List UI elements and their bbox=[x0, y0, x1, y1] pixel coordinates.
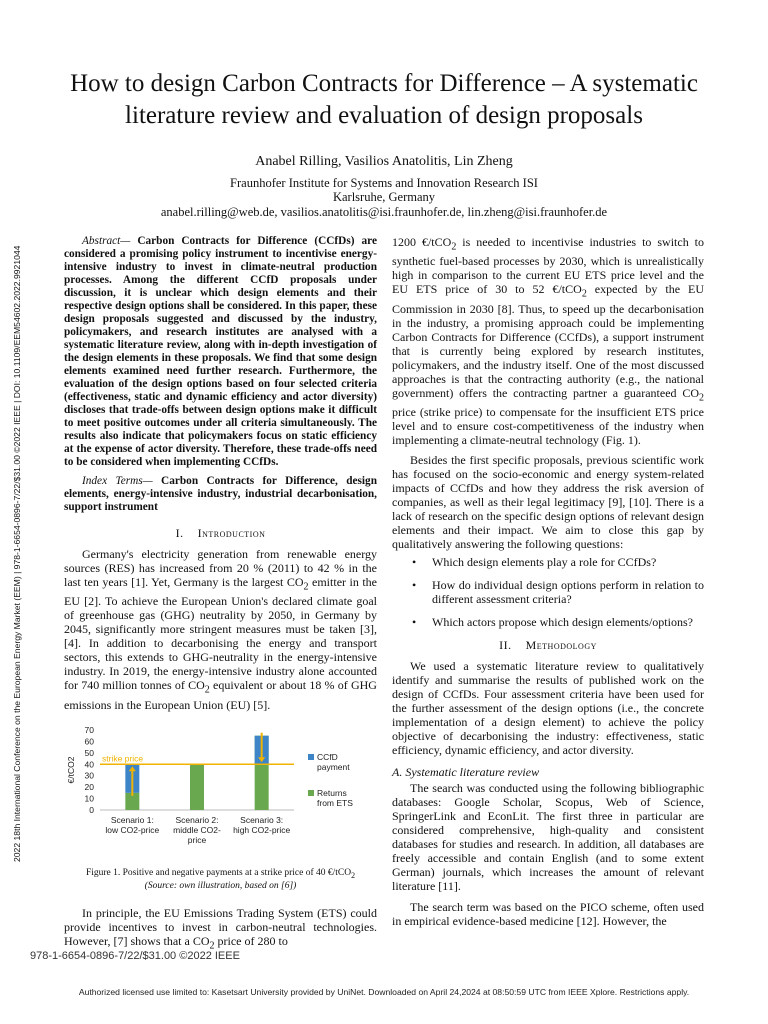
list-item: • Which design elements play a role for CCfDs? bbox=[432, 555, 704, 569]
text-run: price (strike price) to compensate for the insufficient ETS price level and to ensure cost-competitiveness of the industry when implementing a climate-neutral technology (Fig. 1). bbox=[392, 405, 704, 448]
caption-source: (Source: own illustration, based on [6]) bbox=[144, 880, 297, 891]
legend-label-ccfd: payment bbox=[317, 761, 350, 772]
category-label: Scenario 3: bbox=[240, 814, 284, 825]
isbn-line: 978-1-6654-0896-7/22/$31.00 ©2022 IEEE bbox=[30, 950, 240, 962]
intro-paragraph-2 bbox=[64, 906, 377, 953]
category-label: Scenario 2: bbox=[175, 814, 219, 825]
legend-label-returns: from ETS bbox=[317, 797, 353, 808]
y-tick-label: 10 bbox=[84, 793, 94, 804]
text-run: is needed to incentivise industries to switch to synthetic fuel-based processes by 2030, which is unrealistically high in comparison to the current EU ETS price level and the EU ETS price of 30 to 52 €/tCO bbox=[392, 235, 704, 297]
subscript: 2 bbox=[204, 684, 210, 696]
abstract-label: Abstract— bbox=[82, 235, 131, 247]
text-run: Germany's electricity generation from renewable energy sources (RES) has increased from 20 % (2011) to 42 % in the last ten years [1]. Yet, Germany is the largest CO bbox=[64, 547, 377, 589]
y-tick-label: 0 bbox=[89, 804, 94, 815]
y-tick-label: 50 bbox=[84, 747, 94, 758]
intro-paragraph-1 bbox=[64, 547, 377, 712]
doi-sidebar-text: 2022 18th International Conference on the European Energy Market (EEM) | 978-1-6654-0896-7/22/$31.00 ©2022 IEEE | DOI: 10.1109/EEM54602.2022.9921044 bbox=[12, 245, 22, 862]
y-tick-label: 30 bbox=[84, 770, 94, 781]
text-run: price of 280 to bbox=[214, 933, 288, 948]
list-item: • Which actors propose which design elements/options? bbox=[432, 615, 704, 629]
legend-label-ccfd: CCfD bbox=[317, 751, 338, 762]
text-run: emitter in the EU [2]. To achieve the European Union's declared climate goal of greenhouse gas (GHG) neutrality by 2050, in Germany by 2045, significantly more stringent measures must be taken [3], [4]. In addition to decarbonising the energy and transport sectors, this extends to GHG-neutrality in the energy-intensive industry. In 2019, the energy-intensive industry alone accounted for 740 million tonnes of CO bbox=[64, 575, 377, 693]
doi-sidebar bbox=[12, 172, 24, 862]
section-heading-introduction bbox=[64, 526, 377, 540]
subscript: 2 bbox=[699, 392, 704, 404]
subscript: 2 bbox=[351, 870, 356, 880]
section-number: II. bbox=[499, 638, 512, 653]
subscript: 2 bbox=[303, 581, 309, 593]
text-run: 1200 €/tCO bbox=[392, 235, 452, 249]
legend-swatch-ccfd bbox=[308, 754, 314, 760]
subscript: 2 bbox=[209, 940, 215, 952]
section-number: I. bbox=[175, 526, 184, 540]
paper-title: How to design Carbon Contracts for Difference – A systematic literature review and evaluation of design proposals bbox=[70, 70, 698, 129]
method-paragraph-2: The search was conducted using the following bibliographic databases: Google Scholar, Scopus, Web of Science, SpringerLink and EconLit. The first three in particular are considered comprehensive, high-quality and consistent databases for studies and research. In addition, all databases are freely accessible and contain English (and to some extent German) journals, which increases the amount of relevant literature [11]. bbox=[392, 781, 704, 894]
index-terms bbox=[64, 475, 377, 514]
author-emails: anabel.rilling@web.de, vasilios.anatolitis@isi.fraunhofer.de, lin.zheng@isi.fraunhofer.de bbox=[160, 205, 608, 219]
text-run: equivalent or about 18 % of GHG emissions in the European Union (EU) [5]. bbox=[64, 678, 377, 712]
y-tick-label: 20 bbox=[84, 781, 94, 792]
bar-chart bbox=[64, 724, 377, 864]
method-paragraph-1: We used a systematic literature review to qualitatively identify and summarise the results of published work on the design of CCfDs. Four assessment criteria have been used for the further assessment of the design options (i.e., the concrete implementation of a design element) to achieve the policy objective of decarbonising the industry: effectiveness, static efficiency, dynamic efficiency, and actor diversity. bbox=[392, 659, 704, 758]
author-list: Anabel Rilling, Vasilios Anatolitis, Lin Zheng bbox=[255, 154, 513, 169]
index-terms-text: Carbon Contracts for Difference, design elements, energy-intensive industry, industrial decarbonisation, support instrument bbox=[64, 475, 377, 513]
subscript: 2 bbox=[581, 288, 587, 300]
subsection-heading: A. Systematic literature review bbox=[392, 765, 540, 780]
section-title: Methodology bbox=[525, 638, 597, 653]
caption-text: Figure 1. Positive and negative payments at a strike price of 40 €/tCO bbox=[85, 867, 352, 878]
category-label: price bbox=[187, 834, 207, 845]
category-label: low CO2-price bbox=[105, 824, 160, 835]
y-axis-label: €/tCO2 bbox=[66, 756, 76, 784]
figure-1-chart bbox=[64, 724, 377, 864]
left-column bbox=[64, 235, 377, 953]
right-column bbox=[392, 235, 704, 928]
strike-price-label: strike price bbox=[102, 753, 144, 764]
subscript: 2 bbox=[451, 241, 457, 253]
legend-swatch-returns bbox=[308, 790, 314, 796]
y-tick-label: 70 bbox=[84, 724, 94, 735]
text-run: expected by the EU Commission in 2030 [8]. Thus, to speed up the decarbonisation in the industry, a promising approach could be implementing Carbon Contracts for Difference (CCfDs), a support instrument that is currently being explored by research institutes, policymakers, and the industry itself. One of the most discussed approaches is that the contracting authority (e.g., the national government) offers the contracting partner a guaranteed CO bbox=[392, 282, 705, 400]
research-questions bbox=[392, 555, 704, 629]
intro-paragraph-4: Besides the first specific proposals, previous scientific work has focused on the socio-economic and energy system-related impacts of CCfDs and how they address the risk aversion of companies, as well as their legal legitimacy [9], [10]. There is a lack of research on the specific design options of relevant design elements and their impact. We aim to close this gap by qualitatively answering the following questions: bbox=[392, 453, 704, 552]
section-heading-methodology bbox=[392, 638, 704, 652]
text-run: In principle, the EU Emissions Trading System (ETS) could provide incentives to invest in carbon-neutral technologies. However, [7] shows that a CO bbox=[64, 905, 377, 948]
affiliation: Fraunhofer Institute for Systems and Innovation Research ISI bbox=[230, 176, 538, 190]
legend-label-returns: Returns bbox=[317, 787, 347, 798]
intro-paragraph-3 bbox=[392, 235, 704, 447]
location: Karlsruhe, Germany bbox=[332, 190, 436, 204]
y-tick-label: 60 bbox=[84, 736, 94, 747]
method-paragraph-3: The search term was based on the PICO scheme, often used in empirical evidence-based medicine [12]. However, the bbox=[392, 900, 704, 929]
abstract bbox=[64, 235, 377, 469]
index-terms-label: Index Terms— bbox=[82, 475, 153, 487]
abstract-text: Carbon Contracts for Difference (CCfDs) are considered a promising policy instrument to incentivise energy-intensive industry to invest in climate-neutral production processes. Among the different CCfD proposals under discussion, it is unclear which design elements and their respective design options shall be considered. In this paper, these design proposals suggested and discussed by the industry, policymakers, and research institutes are analysed with a systematic literature review, along with in-depth investigation of the design elements in these proposals. We find that some design elements examined need further research. Furthermore, the evaluation of the design options based on four selected criteria (effectiveness, static and dynamic efficiency and actor diversity) discloses that trade-offs between design options make it difficult to meet positive outcomes under all criteria simultaneously. The results also indicate that policymakers focus on static efficiency at the expense of actor diversity. Therefore, these trade-offs need to be considered when implementing CCfDs. bbox=[64, 235, 377, 468]
list-item: • How do individual design options perform in relation to different assessment criteria? bbox=[432, 578, 704, 606]
category-label: high CO2-price bbox=[233, 824, 291, 835]
license-footer: Authorized licensed use limited to: Kasetsart University provided by UniNet. Downloaded on April 24,2024 at 08:50:59 UTC from IEEE Xplore. Restrictions apply. bbox=[78, 987, 690, 997]
returns-bar bbox=[190, 764, 204, 810]
category-label: Scenario 1: bbox=[110, 814, 154, 825]
section-title: Introduction bbox=[197, 526, 266, 540]
figure-caption bbox=[64, 868, 377, 892]
category-label: middle CO2- bbox=[173, 824, 221, 835]
y-tick-label: 40 bbox=[84, 759, 94, 770]
